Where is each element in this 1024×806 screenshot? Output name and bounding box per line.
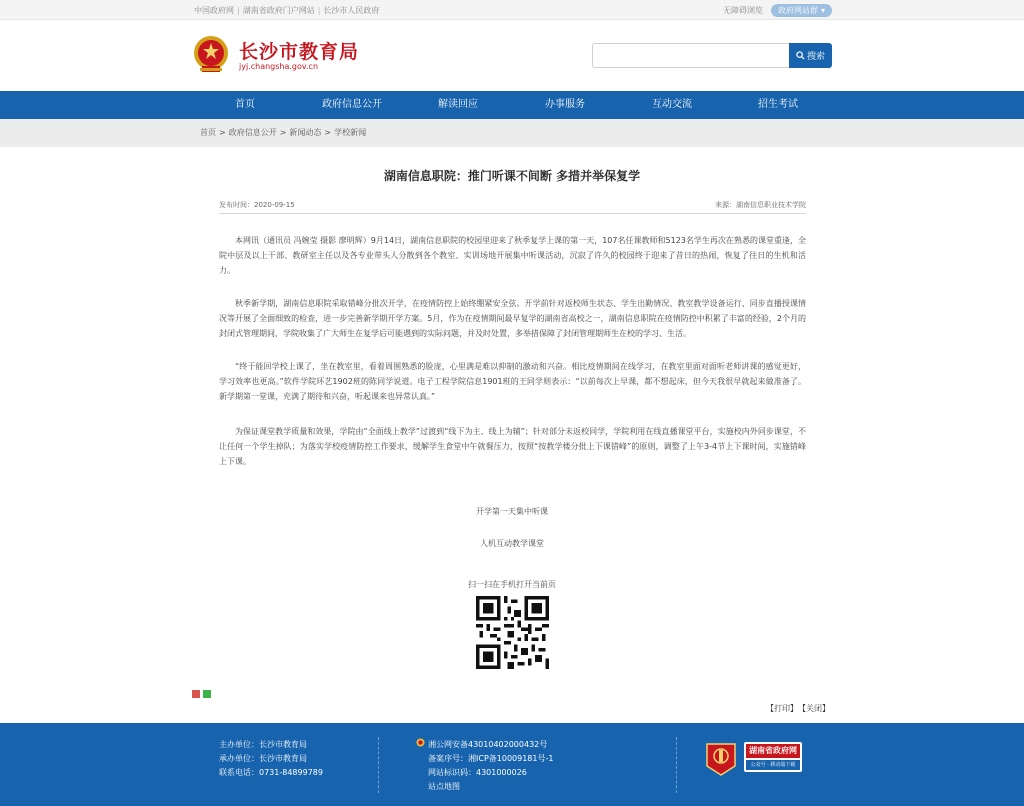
footer-icp[interactable]: 备案序号：湘ICP备10009181号-1 xyxy=(428,754,554,763)
breadcrumb-news[interactable]: 新闻动态 xyxy=(289,128,322,137)
footer-sitemap[interactable]: 站点地图 xyxy=(428,782,460,791)
mobile-sites-button[interactable] xyxy=(771,4,832,17)
divider xyxy=(219,213,806,214)
national-emblem-icon xyxy=(192,34,230,74)
top-link-hunan[interactable]: 湖南省政府门户网站 xyxy=(242,5,315,15)
site-footer xyxy=(0,723,1024,806)
article-paragraph: “终于能回学校上课了，坐在教室里，看着周围熟悉的脸庞，心里满是难以抑制的激动和兴奋。相比疫情期间在线学习，在教室里面对面听老师讲课的感觉更好，学习效率也更高。”软件学院环艺1902班的陈同学说道。电子工程学院信息1901班的王同学则表示：“以前每次上早课，都不想起床，但今天我很早就起来做准备了。新学期第一堂课，充满了期待和兴奋，听起课来也异常认真。” xyxy=(219,362,806,401)
publish-date: 发布时间：2020-09-15 xyxy=(219,201,295,209)
article-actions xyxy=(762,703,830,714)
main-nav xyxy=(0,91,1024,119)
print-link[interactable]: 【打印】 xyxy=(766,704,798,713)
nav-item-services[interactable]: 办事服务 xyxy=(545,99,585,110)
search-button[interactable] xyxy=(789,43,832,68)
breadcrumb-home[interactable]: 首页 xyxy=(200,128,216,137)
site-url: jyj.changsha.gov.cn xyxy=(239,62,319,71)
qr-label: 扫一扫在手机打开当前页 xyxy=(468,580,556,589)
mobile-sites-label: 政府网站群 xyxy=(777,5,818,15)
article-source: 来源：湖南信息职业技术学院 xyxy=(715,201,806,209)
police-badge-icon xyxy=(416,738,428,752)
close-link[interactable]: 【关闭】 xyxy=(802,704,830,713)
footer-organizer: 承办单位：长沙市教育局 xyxy=(219,754,307,763)
footer-sponsor: 主办单位：长沙市教育局 xyxy=(219,740,307,749)
hunan-gov-badge-title: 湖南省政府网 xyxy=(746,744,800,758)
top-strip xyxy=(0,0,1024,20)
divider xyxy=(378,737,379,793)
top-link-gov[interactable]: 中国政府网 xyxy=(194,5,234,15)
article-paragraph: 本网讯（通讯员 冯婉莹 摄影 廖明辉）9月14日，湖南信息职院的校园里迎来了秋季复学上课的第一天，107名任课教师和5123名学生再次在熟悉的课堂重逢，全院中层及以上干部、教研室主任以及各专业带头人分散到各个教室、实训场地开展集中听课活动，沉寂了许久的校园终于迎来了昔日的热闹，恢复了往日的生机和活力。 xyxy=(219,236,806,275)
search-button-label: 搜索 xyxy=(806,52,825,62)
image-caption: 人机互动教学课堂 xyxy=(480,539,544,548)
top-link-changsha[interactable]: 长沙市人民政府 xyxy=(323,5,380,15)
article-title: 湖南信息职院：推门听课不间断 多措并举保复学 xyxy=(383,169,641,183)
image-caption: 开学第一天集中听课 xyxy=(476,507,548,516)
nav-item-gov-info[interactable]: 政府信息公开 xyxy=(322,99,382,110)
share-weibo-icon[interactable] xyxy=(192,690,200,698)
footer-police-record[interactable]: 湘公网安备43010402000432号 xyxy=(428,740,548,749)
article-meta xyxy=(219,200,806,210)
nav-item-interaction[interactable]: 互动交流 xyxy=(652,99,692,110)
top-links: 中国政府网 | 湖南省政府门户网站 | 长沙市人民政府 xyxy=(194,5,380,15)
share-wechat-icon[interactable] xyxy=(203,690,211,698)
hunan-gov-badge[interactable] xyxy=(744,742,802,772)
breadcrumb-school-news[interactable]: 学校新闻 xyxy=(334,128,367,137)
article-paragraph: 秋季新学期，湖南信息职院采取错峰分批次开学，在疫情防控上始终绷紧安全弦。开学前针对返校师生状态、学生出勤情况、教室教学设备运行、同步直播授课情况等开展了全面细致的检查，进一步完善新学期开学方案。5月，作为在疫情期间最早复学的湖南省高校之一，湖南信息职院在疫情防控中积累了丰富的经验，2个月的封闭式管理期间，学院收集了广大师生在复学后可能遇到的实际问题，并及时处置，多举措保障了封闭管理期师生在校的学习、生活。 xyxy=(219,299,806,338)
hunan-gov-badge-sub: 公众号 · 移动端下载 xyxy=(746,760,800,770)
share-icons xyxy=(192,690,211,698)
search-icon xyxy=(796,51,805,60)
footer-phone: 联系电话：0731-84899789 xyxy=(219,768,323,777)
qr-code-icon xyxy=(476,596,549,669)
site-header xyxy=(0,20,1024,91)
site-title[interactable]: 长沙市教育局 xyxy=(239,41,360,63)
breadcrumb-gov-info[interactable]: 政府信息公开 xyxy=(228,128,277,137)
breadcrumb: 首页 > 政府信息公开 > 新闻动态 > 学校新闻 xyxy=(0,119,1024,147)
article-paragraph: 为保证课堂教学质量和效果，学院由“全面线上教学”过渡到“线下为主、线上为辅”；针对部分未返校同学，学院利用在线直播课堂平台，实施校内外同步课堂，不让任何一个学生掉队；为落实学校疫情防控工作要求，缓解学生食堂中午就餐压力，按照“按教学楼分批上下课错峰”的原则，调整了上午3-4节上下课时间，实施错峰上下课。 xyxy=(219,427,806,466)
nav-item-enrollment[interactable]: 招生考试 xyxy=(758,99,798,110)
nav-item-home[interactable]: 首页 xyxy=(235,99,255,110)
nav-item-interpretation[interactable]: 解读回应 xyxy=(438,99,478,110)
footer-site-code: 网站标识码：4301000026 xyxy=(428,768,527,777)
divider xyxy=(676,737,677,793)
accessibility-link[interactable]: 无障碍浏览 xyxy=(722,5,763,15)
chevron-down-icon: ▾ xyxy=(820,5,825,15)
search-input[interactable] xyxy=(592,43,790,68)
party-gov-badge-icon[interactable] xyxy=(705,742,737,776)
